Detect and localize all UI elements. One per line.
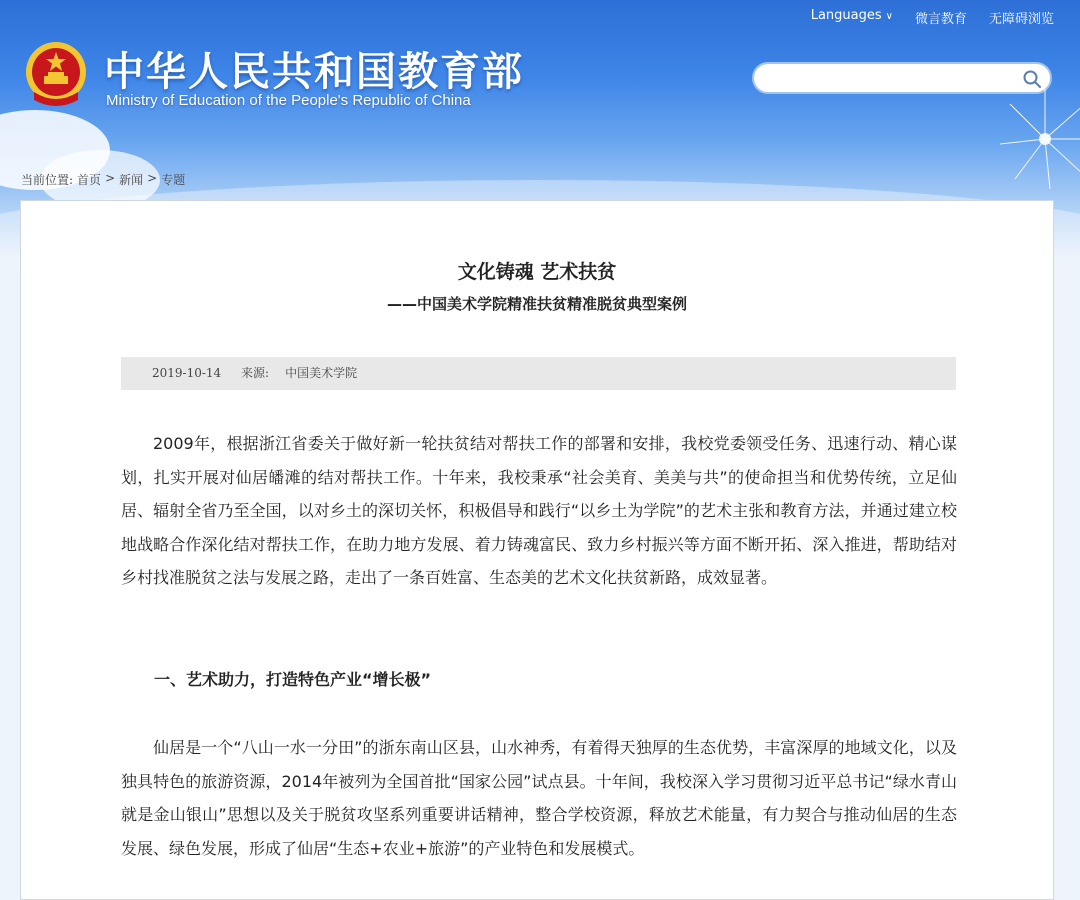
weiyan-link[interactable]: 微言教育: [914, 12, 967, 27]
site-subtitle: Ministry of Education of the People's Republic of China: [106, 92, 471, 109]
source-label: 来源:: [241, 366, 270, 380]
article-title: 文化铸魂 艺术扶贫: [457, 261, 617, 283]
national-emblem-icon[interactable]: [24, 40, 88, 108]
search-input[interactable]: [768, 68, 1012, 90]
chevron-down-icon: ∨: [885, 11, 893, 22]
dandelion-decoration-icon: [990, 84, 1080, 194]
top-nav: [811, 8, 1054, 27]
breadcrumb-home[interactable]: 首页: [77, 173, 102, 187]
breadcrumb-separator: >: [105, 171, 116, 185]
breadcrumb-prefix: 当前位置:: [21, 173, 74, 187]
section-heading: 一、艺术助力，打造特色产业“增长极”: [154, 670, 432, 689]
article-paragraph: 2009年，根据浙江省委关于做好新一轮扶贫结对帮扶工作的部署和安排，我校党委领受任务、迅速行动、精心谋划，扎实开展对仙居皤滩的结对帮扶工作。十年来，我校秉承“社会美育、美美与共”的使命担当和优势传统，立足仙居、辐射全省乃至全国，以对乡土的深切关怀，积极倡导和践行“以乡土为学院”的艺术主张和教育方法，并通过建立校地战略合作深化结对帮扶工作，在助力地方发展、着力铸魂富民、致力乡村振兴等方面不断开拓、深入推进，帮助结对乡村找准脱贫之法与发展之路，走出了一条百姓富、生态美的艺术文化扶贫新路，成效显著。: [121, 434, 957, 588]
article-paragraph: 仙居是一个“八山一水一分田”的浙东南山区县，山水神秀，有着得天独厚的生态优势，丰富深厚的地域文化，以及独具特色的旅游资源，2014年被列为全国首批“国家公园”试点县。十年间，我校深入学习贯彻习近平总书记“绿水青山就是金山银山”思想以及关于脱贫攻坚系列重要讲话精神，整合学校资源，释放艺术能量，有力契合与推动仙居的生态发展、绿色发展，形成了仙居“生态+农业+旅游”的产业特色和发展模式。: [121, 738, 957, 858]
breadcrumb-topic[interactable]: 专题: [161, 173, 186, 187]
languages-menu[interactable]: [811, 8, 893, 27]
article-subtitle: ——中国美术学院精准扶贫精准脱贫典型案例: [386, 295, 687, 313]
source-name: 中国美术学院: [285, 366, 358, 380]
breadcrumb: [21, 171, 185, 188]
article-date: 2019-10-14: [152, 366, 222, 380]
breadcrumb-news[interactable]: 新闻: [119, 173, 144, 187]
site-title[interactable]: 中华人民共和国教育部: [104, 49, 524, 95]
article-source: [241, 366, 373, 380]
article-container: [20, 200, 1054, 900]
breadcrumb-separator: >: [147, 171, 158, 185]
article-meta: [121, 357, 956, 390]
accessible-browse-link[interactable]: 无障碍浏览: [988, 12, 1054, 27]
languages-label: Languages: [810, 8, 882, 23]
